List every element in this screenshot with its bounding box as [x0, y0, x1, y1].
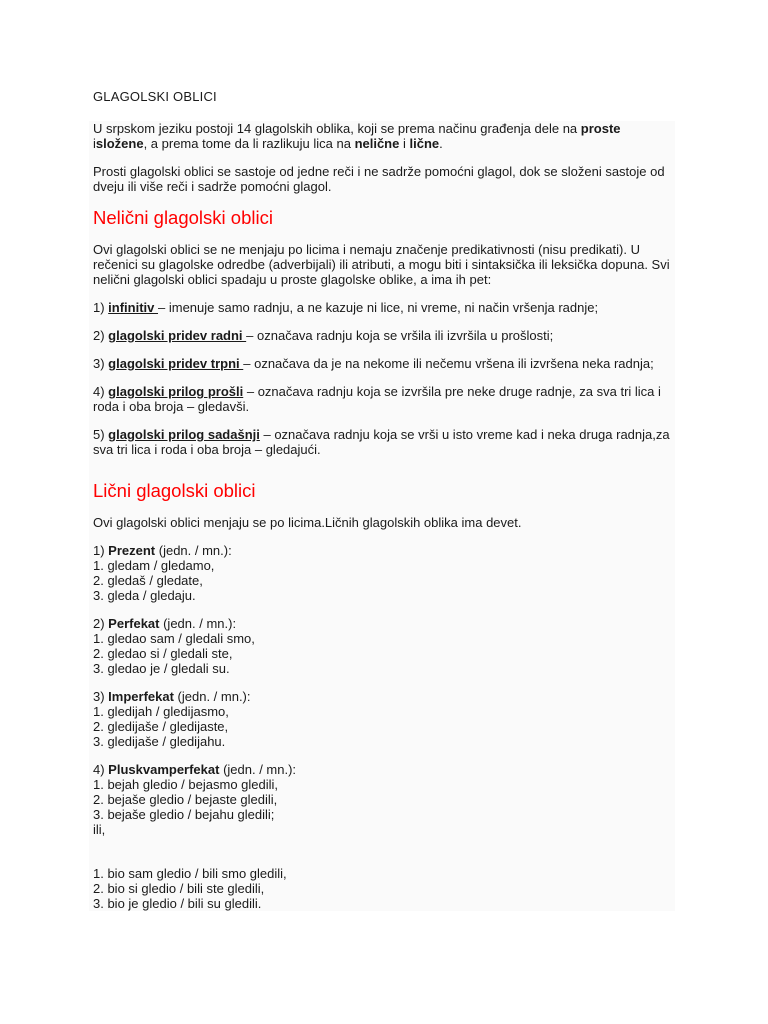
- nelicni-list-item: [93, 384, 675, 414]
- list-term: glagolski pridev trpni: [108, 356, 244, 371]
- nelicni-list-item: [93, 300, 675, 315]
- pluskvamperfekat-alt-forms: [93, 866, 675, 911]
- list-description: – označava da je na nekome ili nečemu vršena ili izvršena neka radnja;: [243, 356, 654, 371]
- list-number: 3): [93, 356, 109, 371]
- list-term: glagolski prilog prošli: [108, 384, 244, 399]
- group-suffix: (jedn. / mn.):: [219, 762, 297, 777]
- document-title: GLAGOLSKI OBLICI: [93, 89, 217, 104]
- nelicni-list-item: [93, 356, 675, 371]
- term-proste: proste: [580, 121, 621, 136]
- conjugation-group: [93, 762, 675, 837]
- conjugation-line: 3. gledao je / gledali su.: [93, 661, 230, 676]
- group-suffix: (jedn. / mn.):: [173, 689, 251, 704]
- conjugation-heading: [93, 762, 675, 777]
- conjugation-heading: [93, 543, 675, 558]
- intro-text: , a prema tome da li razlikuju lica na: [143, 136, 355, 151]
- document-content: [89, 121, 675, 911]
- section2-paragraph: Ovi glagolski oblici menjaju se po licima.Ličnih glagolskih oblika ima devet.: [93, 515, 522, 530]
- nelicni-list-item: [93, 328, 675, 343]
- list-number: 5): [93, 427, 109, 442]
- tense-name: Pluskvamperfekat: [108, 762, 220, 777]
- list-number: 4): [93, 384, 109, 399]
- conjugation-line: 1. gledam / gledamo,: [93, 558, 215, 573]
- intro-paragraph-2: Prosti glagolski oblici se sastoje od jedne reči i ne sadrže pomoćni glagol, dok se složeni sastoje od dveju ili više reči i sadrže pomoćni glagol.: [93, 164, 665, 194]
- group-number: 4): [93, 762, 109, 777]
- term-licne: lične: [409, 136, 440, 151]
- conjugation-line: 2. gledaš / gledate,: [93, 573, 203, 588]
- section1-paragraph: Ovi glagolski oblici se ne menjaju po licima i nemaju značenje predikativnosti (nisu predikati). U rečenici su glagolske odredbe (adverbijali) ili atributi, a mogu biti i sintaksička ili leksička dopuna. Svi nelični glagolski oblici spadaju u proste glagolske oblike, a ima ih pet:: [93, 242, 670, 287]
- conjugation-line: 1. bio sam gledio / bili smo gledili,: [93, 866, 287, 881]
- intro-paragraph-1: [93, 121, 675, 151]
- conjugation-line: 2. bejaše gledio / bejaste gledili,: [93, 792, 278, 807]
- tense-name: Prezent: [108, 543, 156, 558]
- list-description: – imenuje samo radnju, a ne kazuje ni lice, ni vreme, ni način vršenja radnje;: [158, 300, 599, 315]
- conjugation-heading: [93, 616, 675, 631]
- nelicni-list-item: [93, 427, 675, 457]
- conjugation-line: 3. gleda / gledaju.: [93, 588, 196, 603]
- conjugation-line: 3. bejaše gledio / bejahu gledili;: [93, 807, 275, 822]
- list-description: – označava radnju koja se izvršila pre neke druge radnje, za sva tri lica i roda i oba broja – gledavši.: [93, 384, 661, 414]
- intro-text: U srpskom jeziku postoji 14 glagolskih oblika, koji se prema načinu građenja dele na: [93, 121, 581, 136]
- group-suffix: (jedn. / mn.):: [155, 543, 232, 558]
- section-heading-nelicni: Nelični glagolski oblici: [93, 207, 273, 228]
- nelicni-list: [93, 300, 675, 470]
- group-number: 3): [93, 689, 109, 704]
- list-term: glagolski pridev radni: [108, 328, 247, 343]
- conjugation-group: [93, 689, 675, 749]
- list-term: infinitiv: [108, 300, 159, 315]
- list-term: glagolski prilog sadašnji: [108, 427, 260, 442]
- conjugation-line: 1. gledao sam / gledali smo,: [93, 631, 255, 646]
- conjugation-line: 3. gledijaše / gledijahu.: [93, 734, 226, 749]
- term-slozene: složene: [95, 136, 144, 151]
- tense-name: Imperfekat: [108, 689, 174, 704]
- group-number: 1): [93, 543, 109, 558]
- conjugation-line: 2. bio si gledio / bili ste gledili,: [93, 881, 265, 896]
- list-description: – označava radnju koja se vrši u isto vreme kad i neka druga radnja,za sva tri lica i roda i oba broja – gledajući.: [93, 427, 670, 457]
- conjugation-group: [93, 616, 675, 676]
- conjugation-line: ili,: [93, 822, 106, 837]
- conjugation-group: [93, 543, 675, 603]
- group-suffix: (jedn. / mn.):: [159, 616, 237, 631]
- section-heading-licni: Lični glagolski oblici: [93, 480, 256, 501]
- licni-groups: [93, 543, 675, 837]
- conjugation-heading: [93, 689, 675, 704]
- list-number: 1): [93, 300, 109, 315]
- conjugation-line: 3. bio je gledio / bili su gledili.: [93, 896, 262, 911]
- intro-text: i: [399, 136, 410, 151]
- group-number: 2): [93, 616, 109, 631]
- tense-name: Perfekat: [108, 616, 160, 631]
- intro-text: i: [93, 136, 96, 151]
- term-nelicne: nelične: [354, 136, 400, 151]
- intro-text: .: [439, 136, 443, 151]
- conjugation-line: 1. bejah gledio / bejasmo gledili,: [93, 777, 279, 792]
- list-description: – označava radnju koja se vršila ili izvršila u prošlosti;: [246, 328, 554, 343]
- list-number: 2): [93, 328, 109, 343]
- conjugation-line: 2. gledijaše / gledijaste,: [93, 719, 229, 734]
- conjugation-line: 1. gledijah / gledijasmo,: [93, 704, 229, 719]
- conjugation-line: 2. gledao si / gledali ste,: [93, 646, 233, 661]
